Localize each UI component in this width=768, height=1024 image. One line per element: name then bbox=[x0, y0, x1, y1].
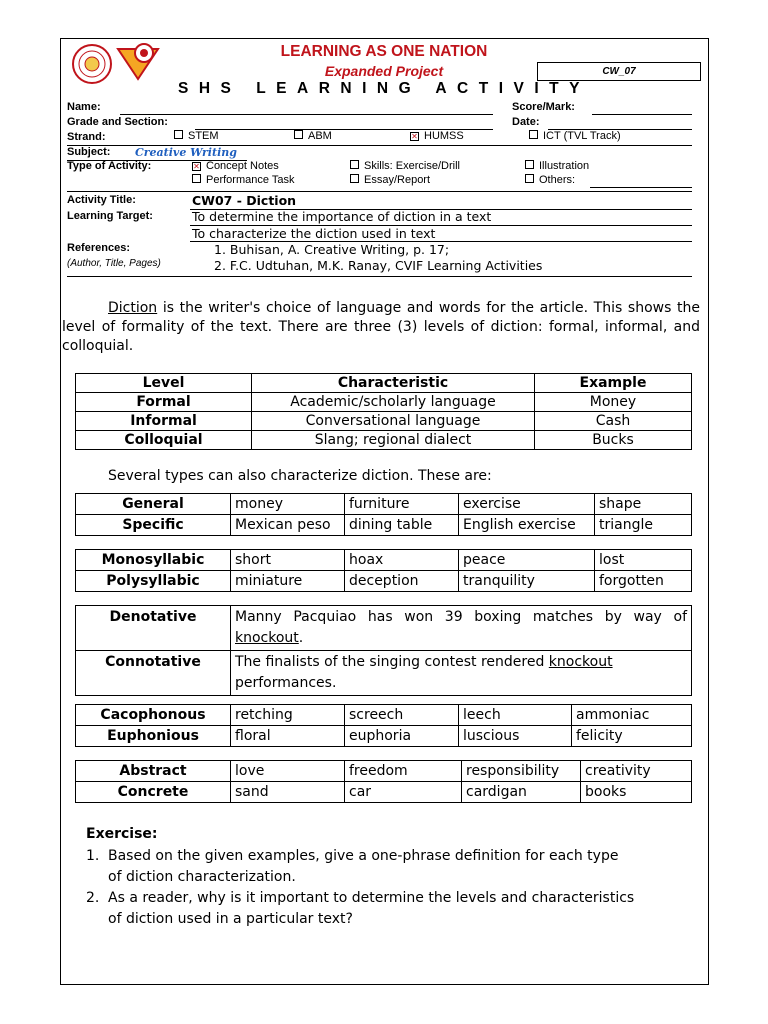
characteristic-cell: Conversational language bbox=[252, 412, 535, 431]
table-row bbox=[76, 494, 692, 515]
checkbox-icon bbox=[192, 174, 201, 183]
example-cell: hoax bbox=[345, 550, 459, 571]
example-cell: love bbox=[231, 761, 345, 782]
example-cell: Cash bbox=[535, 412, 692, 431]
example-cell: forgotten bbox=[595, 571, 692, 592]
checkbox-icon bbox=[529, 130, 538, 139]
type-cell: Cacophonous bbox=[76, 705, 231, 726]
example-cell: short bbox=[231, 550, 345, 571]
exercise-item-1-num: 1. bbox=[86, 848, 100, 864]
example-cell: floral bbox=[231, 726, 345, 747]
type-illustration[interactable]: Illustration bbox=[525, 160, 589, 172]
score-field[interactable] bbox=[592, 114, 692, 115]
example-cell: tranquility bbox=[459, 571, 595, 592]
example-cell: ammoniac bbox=[572, 705, 692, 726]
example-cell: Bucks bbox=[535, 431, 692, 450]
table-row bbox=[76, 782, 692, 803]
type-skills[interactable]: Skills: Exercise/Drill bbox=[350, 160, 460, 172]
example-cell: euphoria bbox=[345, 726, 459, 747]
checkbox-icon bbox=[525, 160, 534, 169]
example-cell: cardigan bbox=[462, 782, 581, 803]
example-cell: triangle bbox=[595, 515, 692, 536]
example-cell: freedom bbox=[345, 761, 462, 782]
level-cell: Formal bbox=[76, 393, 252, 412]
type-cell: Connotative bbox=[76, 651, 231, 696]
example-cell: screech bbox=[345, 705, 459, 726]
strand-label: Strand: bbox=[67, 131, 106, 143]
header-characteristic: Characteristic bbox=[252, 374, 535, 393]
characteristic-cell: Slang; regional dialect bbox=[252, 431, 535, 450]
checkbox-icon bbox=[525, 174, 534, 183]
type-cell: General bbox=[76, 494, 231, 515]
exercise-item-1-line2: of diction characterization. bbox=[108, 869, 296, 885]
strand-stem[interactable]: STEM bbox=[174, 130, 219, 142]
reference-2: 2. F.C. Udtuhan, M.K. Ranay, CVIF Learning Activities bbox=[214, 258, 543, 273]
strand-ict[interactable]: ICT (TVL Track) bbox=[529, 130, 621, 142]
reference-1: 1. Buhisan, A. Creative Writing, p. 17; bbox=[214, 242, 450, 257]
header-title: LEARNING AS ONE NATION bbox=[280, 43, 488, 60]
table-header-row bbox=[76, 374, 692, 393]
type-concept-notes[interactable]: ✕ Concept Notes bbox=[193, 160, 279, 172]
types-table-general-specific bbox=[75, 493, 692, 536]
exercise-title: Exercise: bbox=[86, 826, 158, 842]
strand-abm[interactable]: ABM bbox=[294, 130, 332, 142]
checkbox-icon bbox=[350, 174, 359, 183]
type-cell: Abstract bbox=[76, 761, 231, 782]
table-row bbox=[76, 651, 692, 696]
types-table-phonic bbox=[75, 704, 692, 747]
level-cell: Informal bbox=[76, 412, 252, 431]
type-label: Type of Activity: bbox=[67, 160, 152, 172]
type-cell: Specific bbox=[76, 515, 231, 536]
table-row bbox=[76, 606, 692, 651]
type-cell: Polysyllabic bbox=[76, 571, 231, 592]
subject-value: Creative Writing bbox=[135, 146, 237, 159]
grade-label: Grade and Section: bbox=[67, 116, 168, 128]
types-table-abstract bbox=[75, 760, 692, 803]
example-cell: lost bbox=[595, 550, 692, 571]
exercise-item-2-line2: of diction used in a particular text? bbox=[108, 911, 353, 927]
example-cell: money bbox=[231, 494, 345, 515]
example-cell: retching bbox=[231, 705, 345, 726]
type-cell: Monosyllabic bbox=[76, 550, 231, 571]
example-cell: luscious bbox=[459, 726, 572, 747]
checked-checkbox-icon: ✕ bbox=[193, 162, 200, 171]
table-row bbox=[76, 412, 692, 431]
table-row bbox=[76, 515, 692, 536]
example-cell: peace bbox=[459, 550, 595, 571]
table-row bbox=[76, 705, 692, 726]
levels-table bbox=[75, 373, 692, 450]
example-cell: shape bbox=[595, 494, 692, 515]
header-level: Level bbox=[76, 374, 252, 393]
example-cell: miniature bbox=[231, 571, 345, 592]
example-cell: deception bbox=[345, 571, 459, 592]
example-cell: Mexican peso bbox=[231, 515, 345, 536]
subject-label: Subject: bbox=[67, 146, 111, 158]
type-cell: Concrete bbox=[76, 782, 231, 803]
example-cell: responsibility bbox=[462, 761, 581, 782]
references-label: References: bbox=[67, 242, 130, 254]
activity-title-label: Activity Title: bbox=[67, 194, 136, 206]
type-performance-task[interactable]: Performance Task bbox=[192, 174, 294, 186]
intro-paragraph: Diction is the writer's choice of language and words for the article. This shows the level of formality of the text. There are three (3) levels of diction: formal, informal, and colloquial. bbox=[62, 300, 700, 354]
exercise-item-2-num: 2. bbox=[86, 890, 100, 906]
references-divider bbox=[67, 276, 692, 277]
learning-target-label: Learning Target: bbox=[67, 210, 153, 222]
example-cell: dining table bbox=[345, 515, 459, 536]
header-example: Example bbox=[535, 374, 692, 393]
types-intro: Several types can also characterize diction. These are: bbox=[108, 468, 492, 484]
type-others[interactable]: Others: bbox=[525, 174, 575, 186]
score-label: Score/Mark: bbox=[512, 101, 575, 113]
example-cell: sand bbox=[231, 782, 345, 803]
others-field[interactable] bbox=[590, 187, 692, 188]
connotative-example: The finalists of the singing contest rendered knockout performances. bbox=[231, 651, 692, 696]
learning-target-1: To determine the importance of diction in a text bbox=[192, 209, 492, 224]
characteristic-cell: Academic/scholarly language bbox=[252, 393, 535, 412]
example-cell: furniture bbox=[345, 494, 459, 515]
header-subtitle: Expanded Project bbox=[324, 63, 444, 79]
example-cell: felicity bbox=[572, 726, 692, 747]
example-cell: books bbox=[581, 782, 692, 803]
example-cell: exercise bbox=[459, 494, 595, 515]
example-cell: Money bbox=[535, 393, 692, 412]
diction-term: Diction bbox=[108, 300, 158, 316]
checked-checkbox-icon: ✕ bbox=[411, 132, 418, 141]
table-row bbox=[76, 761, 692, 782]
learning-target-2: To characterize the diction used in text bbox=[192, 226, 436, 241]
denotative-example: Manny Pacquiao has won 39 boxing matches by way of knockout. bbox=[231, 606, 692, 651]
exercise-item-2-line1: As a reader, why is it important to determine the levels and characteristics bbox=[108, 890, 635, 906]
level-cell: Colloquial bbox=[76, 431, 252, 450]
date-label: Date: bbox=[512, 116, 540, 128]
table-row bbox=[76, 571, 692, 592]
type-essay-report[interactable]: Essay/Report bbox=[350, 174, 430, 186]
types-table-syllabic bbox=[75, 549, 692, 592]
checkbox-icon bbox=[174, 130, 183, 139]
table-row bbox=[76, 393, 692, 412]
exercise-item-1-line1: Based on the given examples, give a one-phrase definition for each type bbox=[108, 848, 619, 864]
table-row bbox=[76, 431, 692, 450]
example-cell: leech bbox=[459, 705, 572, 726]
name-label: Name: bbox=[67, 101, 101, 113]
activity-code-box: CW_07 bbox=[537, 62, 701, 81]
example-cell: English exercise bbox=[459, 515, 595, 536]
strand-humss[interactable]: ✕ HUMSS bbox=[411, 130, 464, 142]
example-cell: car bbox=[345, 782, 462, 803]
header-activity: SHS LEARNING ACTIVITY bbox=[178, 80, 590, 97]
type-cell: Denotative bbox=[76, 606, 231, 651]
types-table-denotative bbox=[75, 605, 692, 696]
name-field[interactable] bbox=[120, 114, 493, 115]
type-cell: Euphonious bbox=[76, 726, 231, 747]
type-divider bbox=[67, 191, 692, 192]
example-cell: creativity bbox=[581, 761, 692, 782]
checkbox-icon bbox=[294, 130, 303, 139]
table-row bbox=[76, 726, 692, 747]
checkbox-icon bbox=[350, 160, 359, 169]
table-row bbox=[76, 550, 692, 571]
references-sublabel: (Author, Title, Pages) bbox=[67, 258, 161, 269]
activity-title-value: CW07 - Diction bbox=[192, 193, 297, 208]
